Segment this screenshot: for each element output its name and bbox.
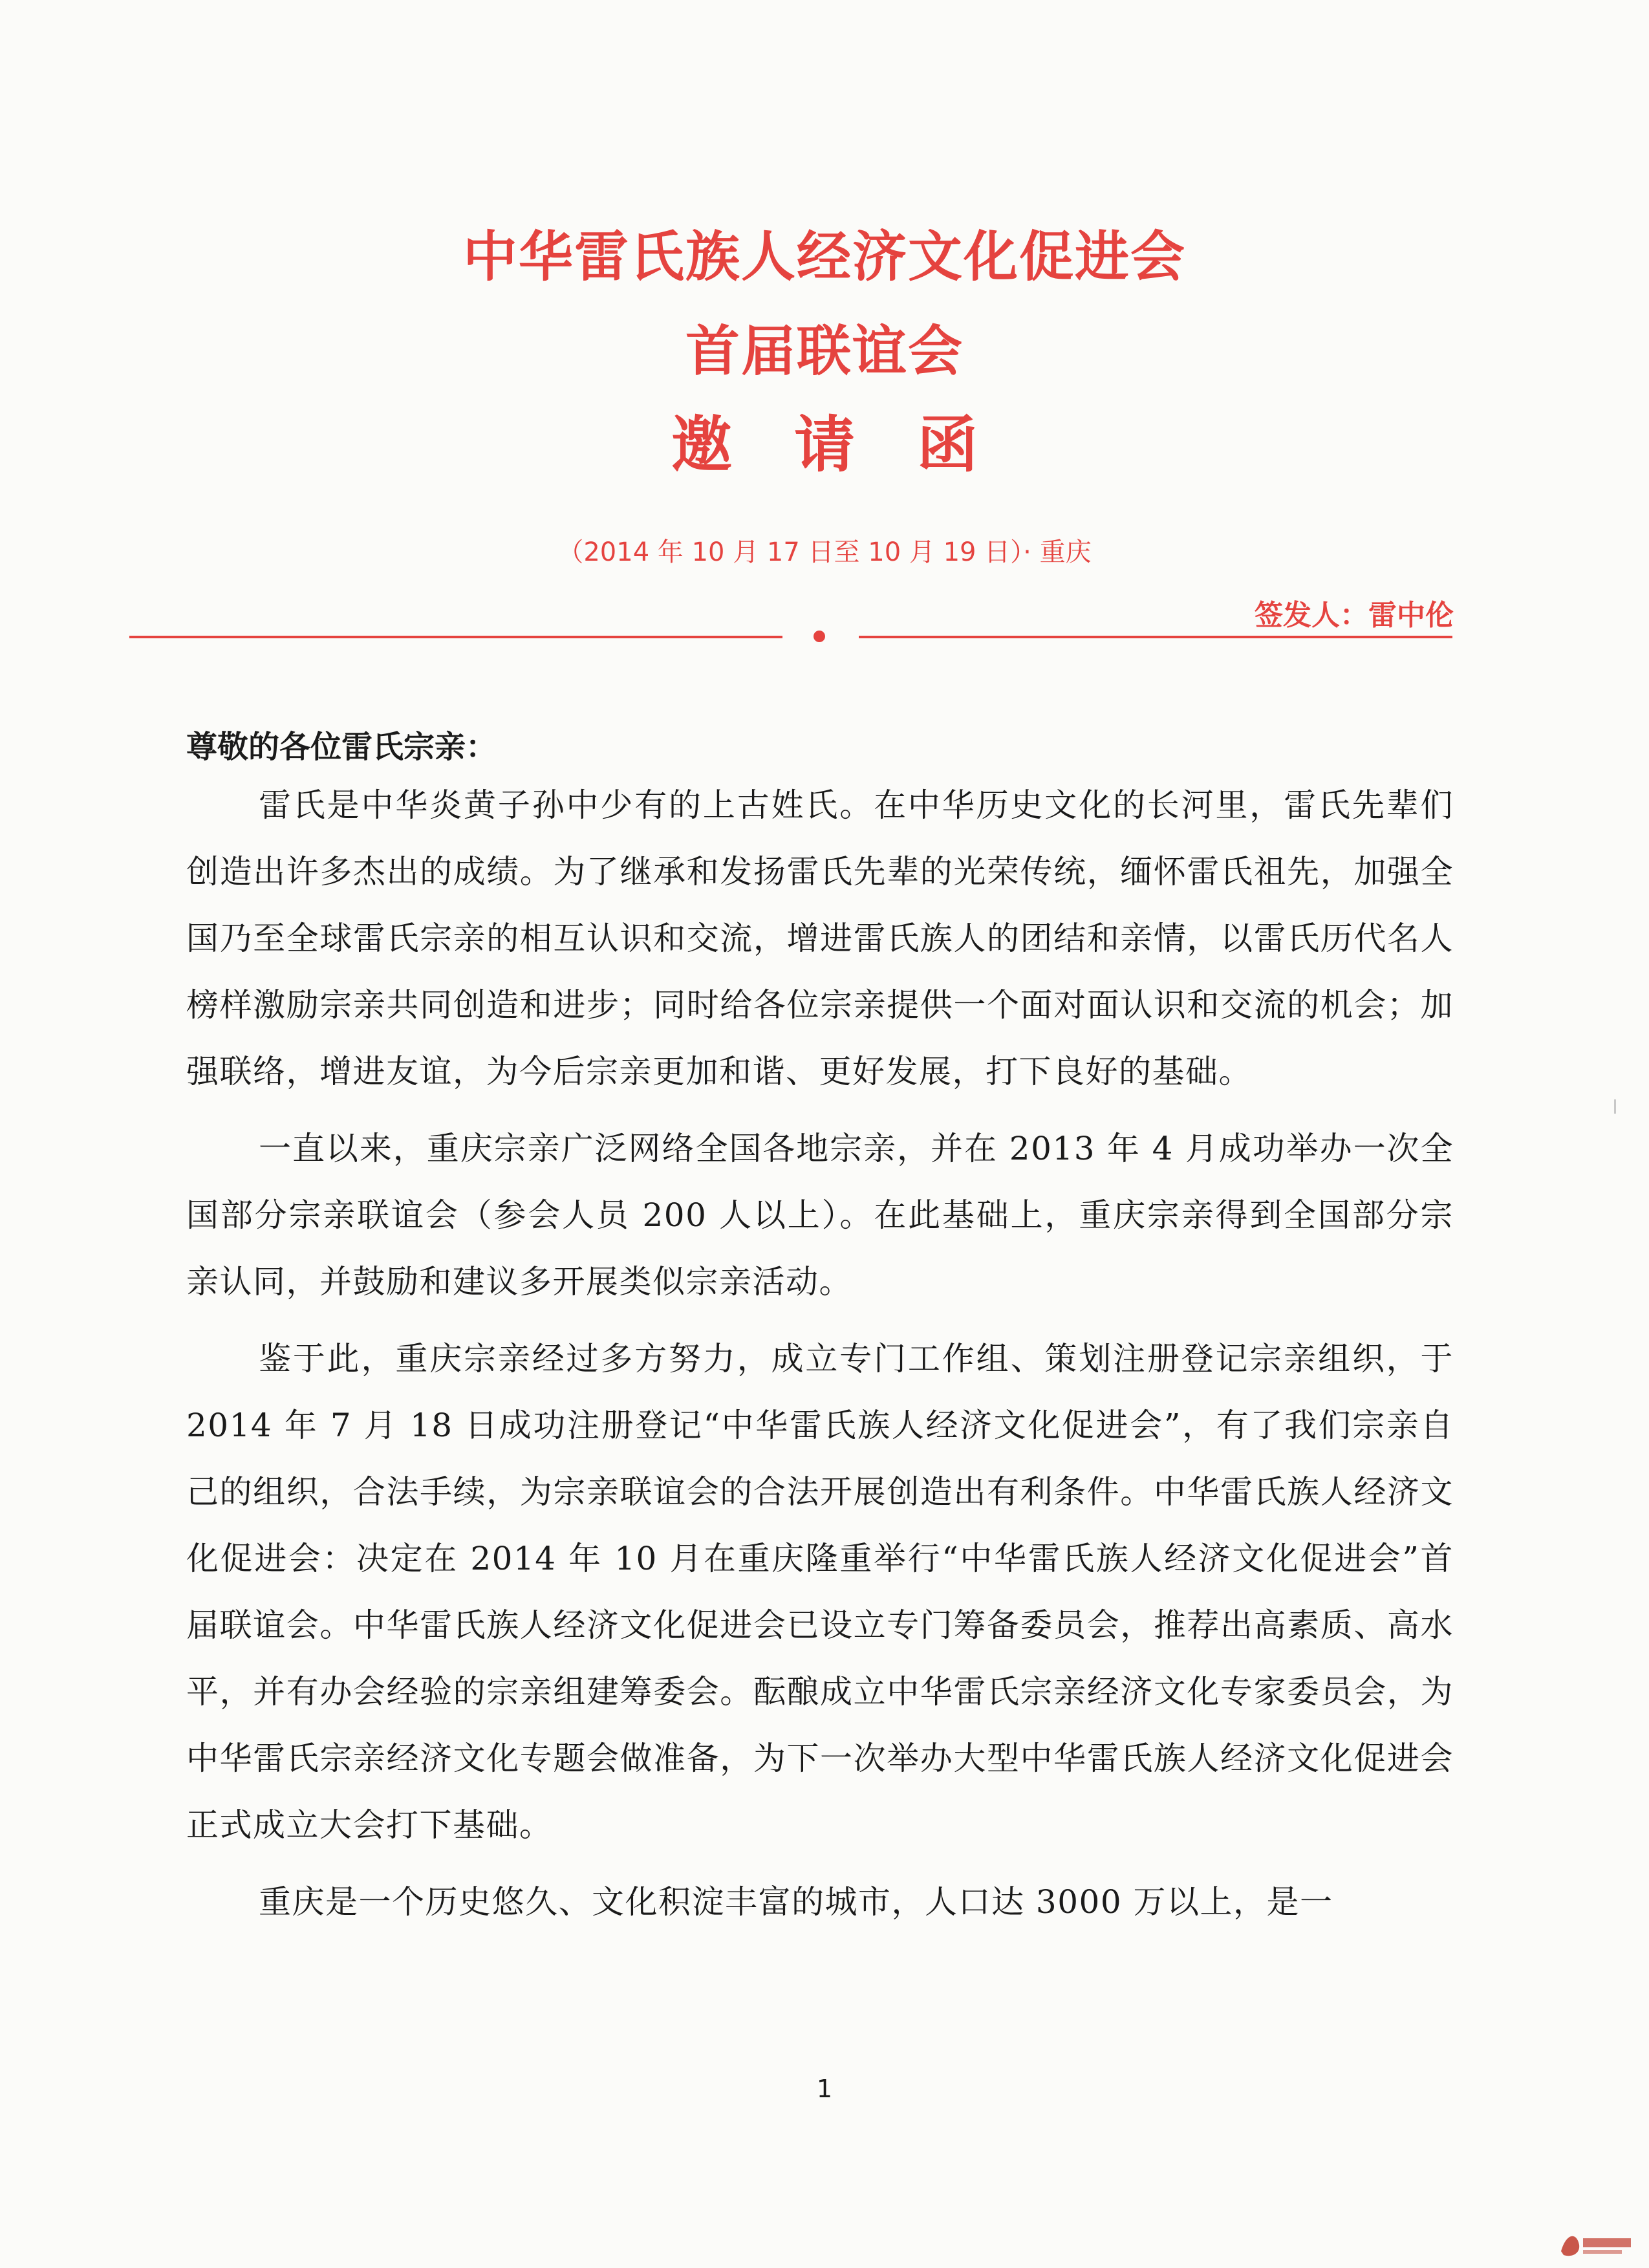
title-organization: 中华雷氏族人经济文化促进会 [462,224,1186,288]
title-invitation: 邀请函 [671,410,1040,481]
header-divider-left [129,636,782,638]
header-divider-dot [814,631,825,642]
letter-body [186,772,1454,1946]
site-watermark-logo [1557,2225,1635,2262]
salutation: 尊敬的各位雷氏宗亲： [186,729,497,765]
paragraph: 鉴于此，重庆宗亲经过多方努力，成立专门工作组、策划注册登记宗亲组织，于 2014 年 7 月 18 日成功注册登记“中华雷氏族人经济文化促进会”，有了我们宗亲自己的组织，合法手续，为宗亲联谊会的合法开展创造出有利条件。中华雷氏族人经济文化促进会：决定在 2014 年 10 月在重庆隆重举行“中华雷氏族人经济文化促进会”首届联谊会。中华雷氏族人经济文化促进会已设立专门筹备委员会，推荐出高素质、高水平，并有办会经验的宗亲组建筹委会。酝酿成立中华雷氏宗亲经济文化专家委员会，为中华雷氏宗亲经济文化专题会做准备，为下一次举办大型中华雷氏族人经济文化促进会正式成立大会打下基础。 [186,1340,1454,1844]
title-event: 首届联谊会 [685,319,964,383]
scan-mark [1614,1099,1616,1114]
paragraph: 雷氏是中华炎黄子孙中少有的上古姓氏。在中华历史文化的长河里，雷氏先辈们创造出许多杰出的成绩。为了继承和发扬雷氏先辈的光荣传统，缅怀雷氏祖先，加强全国乃至全球雷氏宗亲的相互认识和交流，增进雷氏族人的团结和亲情，以雷氏历代名人榜样激励宗亲共同创造和进步；同时给各位宗亲提供一个面对面认识和交流的机会；加强联络，增进友谊，为今后宗亲更加和谐、更好发展，打下良好的基础。 [186,786,1454,1090]
paragraph: 一直以来，重庆宗亲广泛网络全国各地宗亲，并在 2013 年 4 月成功举办一次全国部分宗亲联谊会（参会人员 200 人以上）。在此基础上，重庆宗亲得到全国部分宗亲认同，并鼓励和建议多开展类似宗亲活动。 [186,1130,1454,1301]
event-dateline: （2014 年 10 月 17 日至 10 月 19 日）· 重庆 [557,537,1092,567]
header-divider-right [859,636,1452,638]
signer: 签发人：雷中伦 [1255,599,1454,632]
paragraph: 重庆是一个历史悠久、文化积淀丰富的城市，人口达 3000 万以上，是一 [259,1883,1333,1921]
page-number: 1 [816,2075,833,2103]
